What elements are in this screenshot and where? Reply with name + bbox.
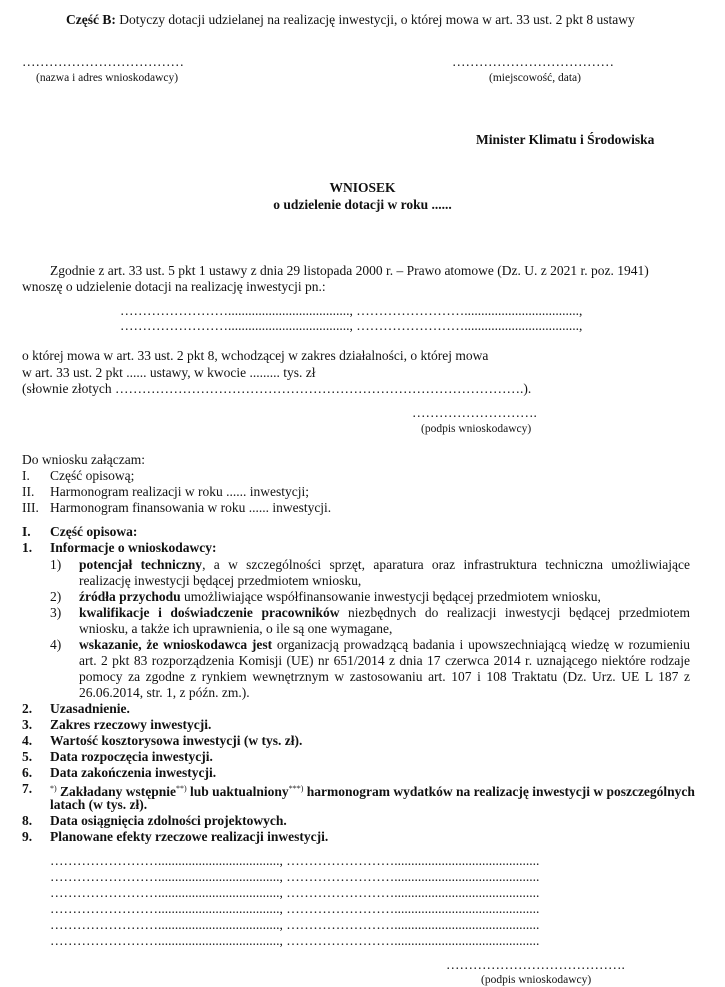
item-text: Zakres rzeczowy inwestycji. [50, 717, 212, 732]
final-signature-label: (podpis wnioskodawcy) [481, 974, 592, 986]
attachment-text: Harmonogram finansowania w roku ...... inwestycji. [50, 500, 332, 515]
signature-label: (podpis wnioskodawcy) [421, 423, 532, 435]
part-header [66, 12, 635, 28]
attachment-text: Harmonogram realizacji w roku ...... inwestycji; [50, 484, 310, 499]
subitem-bold: źródła przychodu [79, 589, 181, 604]
footnote-mark: *) [50, 784, 57, 793]
subitem-text [79, 637, 690, 701]
subitem-num: 4) [50, 637, 62, 652]
item-heading: Informacje o wnioskodawcy: [50, 540, 217, 555]
applicant-label: (nazwa i adres wnioskodawcy) [36, 72, 179, 84]
footnote-mark: **) [175, 784, 187, 793]
subitem-text [79, 557, 690, 589]
item-num: 7. [22, 781, 33, 796]
footnote-mark: ***) [288, 784, 304, 793]
intro-line2: wnoszę o udzielenie dotacji na realizację inwestycji pn.: [22, 279, 326, 294]
item-text: Data osiągnięcia zdolności projektowych. [50, 813, 287, 828]
applicant-dots: ……………………………… [22, 54, 184, 69]
amount-line3: (słownie złotych ……………………………………………………………………………….). [22, 381, 532, 396]
item-text: Wartość kosztorysowa inwestycji (w tys. zł). [50, 733, 303, 748]
part-label: Część B: [66, 12, 116, 27]
section-heading: Część opisowa: [50, 524, 138, 539]
item7-part: Zakładany wstępnie [56, 784, 176, 799]
subitem-bold: kwalifikacje i doświadczenie pracowników [79, 605, 340, 620]
subitem-body: organizacją prowadzącą badania i upowszechniającą wiedzę w rozumieniu art. 2 pkt 83 rozporządzenia Komisji (UE) nr 651/2014 z dnia 17 czerwca 2014 r. uznającego niektóre rodzaje pomocy za zgodne z rynkiem wewnętrznym w zastosowaniu art. 107 i 108 Traktatu (Dz. Urz. UE L 187 z 26.06.2014, str. 1, z późn. zm.). [79, 637, 690, 700]
fill-row: ……………………...................................., …………………….................................., [120, 318, 583, 333]
subitem-text [79, 589, 690, 605]
fill-line: ……………………...................................., ……………………........................................... [50, 917, 540, 932]
attachment-text: Część opisową; [50, 468, 135, 483]
fill-line: ……………………...................................., ……………………........................................... [50, 869, 540, 884]
item-num: 2. [22, 701, 33, 716]
subitem-body: niezbędnych do realizacji inwestycji będącej przedmiotem wniosku, a także ich uprawnienia, o ile są one wymagane, [79, 605, 691, 636]
item-num: 1. [22, 540, 33, 555]
recipient: Minister Klimatu i Środowiska [476, 132, 655, 147]
fill-line: ……………………...................................., ……………………........................................... [50, 901, 540, 916]
item-num: 8. [22, 813, 33, 828]
item7-part: harmonogram wydatków na realizację inwestycji w poszczególnych [303, 784, 695, 799]
subitem-body: , a w szczególności sprzęt, aparatura oraz infrastruktura techniczna umożliwiające realizację inwestycji będącej przedmiotem wniosku, [79, 557, 691, 588]
item-num: 6. [22, 765, 33, 780]
fill-line: ……………………...................................., ……………………........................................... [50, 853, 540, 868]
item-text: Uzasadnienie. [50, 701, 130, 716]
document-subtitle: o udzielenie dotacji w roku ...... [273, 197, 452, 212]
subitem-body: umożliwiające współfinansowanie inwestycji będącej przedmiotem wniosku, [180, 589, 601, 604]
item-text: Planowane efekty rzeczowe realizacji inwestycji. [50, 829, 329, 844]
item-num: 4. [22, 733, 33, 748]
fill-row: ……………………...................................., …………………….................................., [120, 303, 583, 318]
item-text: Data zakończenia inwestycji. [50, 765, 217, 780]
amount-line1: o której mowa w art. 33 ust. 2 pkt 8, wchodzącej w zakres działalności, o której mowa [22, 348, 489, 363]
fill-line: ……………………...................................., ……………………........................................... [50, 933, 540, 948]
subitem-num: 2) [50, 589, 62, 604]
document-title: WNIOSEK [329, 180, 396, 195]
section-num: I. [22, 524, 31, 539]
item7-part: lub uaktualniony [186, 784, 289, 799]
part-text: Dotyczy dotacji udzielanej na realizację inwestycji, o której mowa w art. 33 ust. 2 pkt 8 ustawy [115, 12, 635, 27]
signature-dots: ………………………. [412, 405, 537, 420]
place-label: (miejscowość, data) [489, 72, 581, 84]
item7-line2: latach (w tys. zł). [50, 797, 148, 812]
subitem-bold: wskazanie, że wnioskodawca jest [79, 637, 273, 652]
item-text: Data rozpoczęcia inwestycji. [50, 749, 213, 764]
amount-line2: w art. 33 ust. 2 pkt ...... ustawy, w kwocie ......... tys. zł [22, 365, 316, 380]
item-num: 3. [22, 717, 33, 732]
intro-line1: Zgodnie z art. 33 ust. 5 pkt 1 ustawy z dnia 29 listopada 2000 r. – Prawo atomowe (Dz. U. z 2021 r. poz. 1941) [50, 263, 649, 278]
attachment-num: II. [22, 484, 35, 499]
subitem-bold: potencjał techniczny [79, 557, 203, 572]
place-dots: ……………………………… [452, 54, 614, 69]
attachments-heading: Do wniosku załączam: [22, 452, 145, 467]
attachment-num: I. [22, 468, 30, 483]
fill-line: ……………………...................................., ……………………........................................... [50, 885, 540, 900]
item-num: 9. [22, 829, 33, 844]
attachment-num: III. [22, 500, 39, 515]
item-num: 5. [22, 749, 33, 764]
subitem-text [79, 605, 690, 637]
subitem-num: 1) [50, 557, 62, 572]
subitem-num: 3) [50, 605, 62, 620]
final-signature-dots: …………………………………. [446, 957, 625, 972]
